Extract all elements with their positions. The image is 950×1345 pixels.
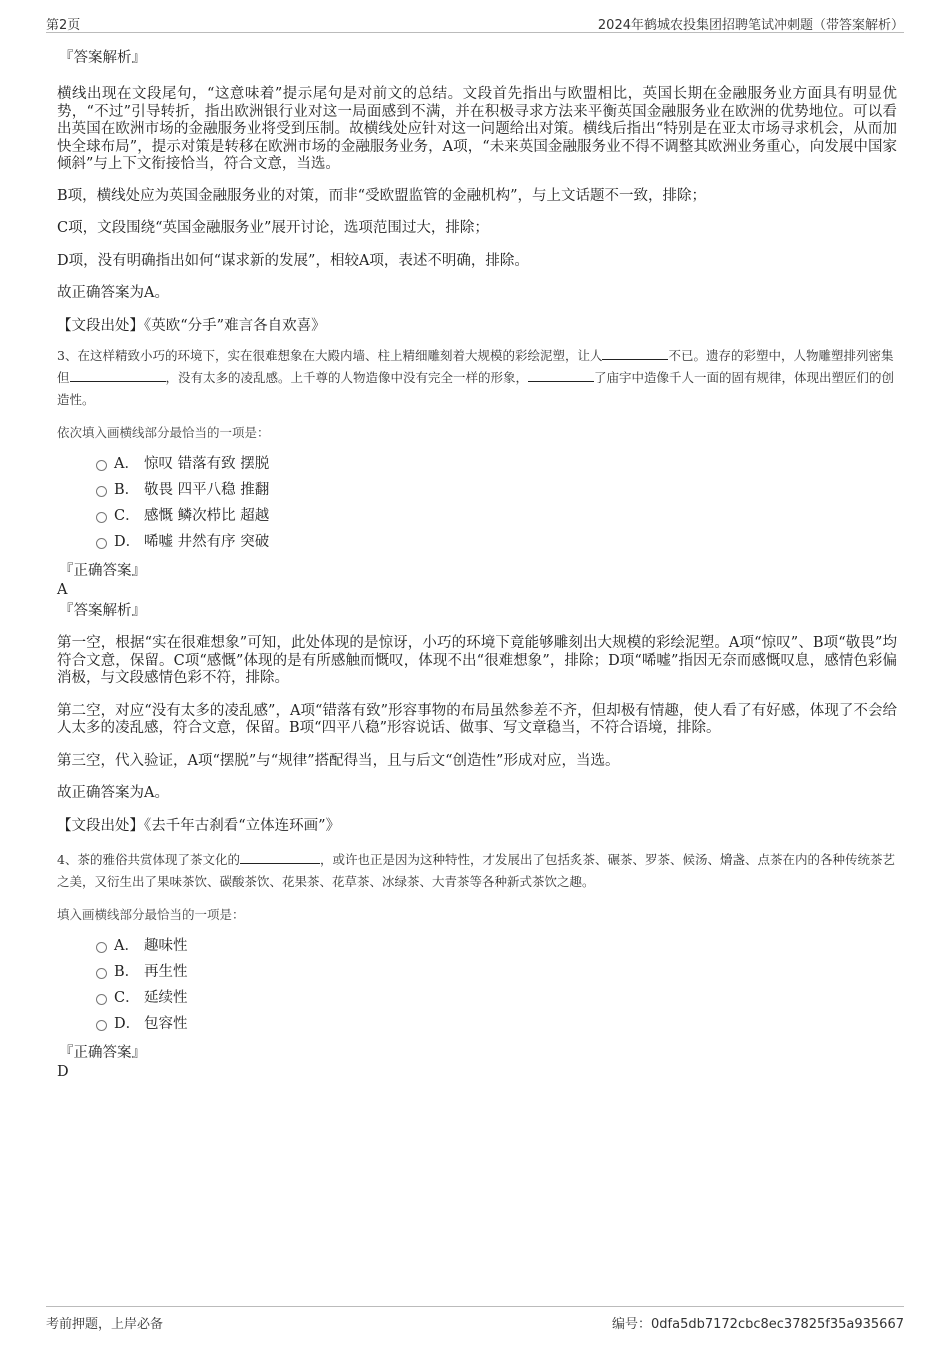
radio-icon[interactable] (96, 486, 107, 497)
fill-blank (602, 345, 668, 360)
footer-slogan: 考前押题，上岸必备 (46, 1317, 164, 1332)
radio-icon[interactable] (96, 538, 107, 549)
page-footer (46, 1306, 904, 1331)
option-c[interactable]: C． 延续性 (96, 985, 897, 1011)
document-title: 2024年鹤城农投集团招聘笔试冲刺题（带答案解析） (597, 18, 904, 33)
page-number: 第2页 (46, 18, 81, 33)
question-4-stem: 4、茶的雅俗共赏体现了茶文化的 ，或许也正是因为这种特性，才发展出了包括炙茶、碾茶、罗茶、候汤、熁盏、点茶在内的各种传统茶艺之美，又衍生出了果味茶饮、碳酸茶饮、花果茶、花草茶、冰绿茶、大青茶等各种新式茶饮之趣。 (57, 849, 897, 893)
analysis-label: 『答案解析』 (59, 50, 146, 66)
correct-answer-label: 『正确答案』 (59, 563, 146, 579)
fill-blank (70, 367, 166, 382)
correct-answer: D (57, 1064, 69, 1080)
options-list (57, 933, 897, 1037)
option-b[interactable]: B． 敬畏 四平八稳 推翻 (96, 477, 897, 503)
radio-icon[interactable] (96, 942, 107, 953)
answer-conclusion: 故正确答案为A。 (57, 285, 169, 301)
radio-icon[interactable] (96, 968, 107, 979)
option-a[interactable]: A． 趣味性 (96, 933, 897, 959)
radio-icon[interactable] (96, 460, 107, 471)
analysis-paragraph: 第三空，代入验证，A项“摆脱”与“规律”搭配得当，且与后文“创造性”形成对应，当选。 (57, 752, 620, 769)
option-d[interactable]: D． 包容性 (96, 1011, 897, 1037)
question-instruction: 依次填入画横线部分最恰当的一项是： (57, 425, 270, 440)
radio-icon[interactable] (96, 1020, 107, 1031)
analysis-paragraph: D项，没有明确指出如何“谋求新的发展”，相较A项，表述不明确，排除。 (57, 252, 529, 269)
question-3-stem: 3、在这样精致小巧的环境下，实在很难想象在大殿内墙、柱上精细雕刻着大规模的彩绘泥塑，让人 不已。遗存的彩塑中，人物雕塑排列密集但 ，没有太多的凌乱感。上千尊的人物造像中没有完全一样的形象， 了庙宇中造像千人一面的固有规律，体现出塑匠们的创造性。 (57, 345, 897, 411)
document-id: 编号：0dfa5db7172cbc8ec37825f35a935667 (612, 1317, 904, 1332)
source-citation: 【文段出处】《去千年古刹看“立体连环画”》 (57, 817, 341, 834)
option-b[interactable]: B． 再生性 (96, 959, 897, 985)
question-instruction: 填入画横线部分最恰当的一项是： (57, 907, 245, 922)
radio-icon[interactable] (96, 512, 107, 523)
fill-blank (240, 849, 320, 864)
option-d[interactable]: D． 唏嘘 井然有序 突破 (96, 529, 897, 555)
option-c[interactable]: C． 感慨 鳞次栉比 超越 (96, 503, 897, 529)
analysis-paragraph: 第一空，根据“实在很难想象”可知，此处体现的是惊讶，小巧的环境下竟能够雕刻出大规模的彩绘泥塑。A项“惊叹”、B项“敬畏”均符合文意，保留。C项“感慨”体现的是有所感触而慨叹，体现不出“很难想象”，排除；D项“唏嘘”指因无奈而感慨叹息，感情色彩偏消极，与文段感情色彩不符，排除。 (57, 635, 897, 686)
source-citation: 【文段出处】《英欧“分手”难言各自欢喜》 (57, 317, 326, 334)
analysis-paragraph: B项，横线处应为英国金融服务业的对策，而非“受欧盟监管的金融机构”，与上文话题不一致，排除； (57, 187, 706, 204)
radio-icon[interactable] (96, 994, 107, 1005)
correct-answer: A (57, 582, 68, 598)
analysis-paragraph: C项，文段围绕“英国金融服务业”展开讨论，选项范围过大，排除； (57, 220, 489, 236)
fill-blank (528, 367, 594, 382)
analysis-paragraph: 第二空，对应“没有太多的凌乱感”，A项“错落有致”形容事物的布局虽然参差不齐，但却极有情趣，使人看了有好感，体现了不会给人太多的凌乱感，符合文意，保留。B项“四平八稳”形容说话、做事、写文章稳当，不符合语境，排除。 (57, 702, 897, 736)
option-a[interactable]: A． 惊叹 错落有致 摆脱 (96, 451, 897, 477)
analysis-label: 『答案解析』 (59, 603, 146, 619)
options-list (57, 451, 897, 555)
correct-answer-label: 『正确答案』 (59, 1045, 146, 1061)
answer-conclusion: 故正确答案为A。 (57, 785, 169, 801)
page-content (57, 46, 897, 1081)
page-header (46, 12, 904, 33)
analysis-paragraph: 横线出现在文段尾句，“这意味着”提示尾句是对前文的总结。文段首先指出与欧盟相比，英国长期在金融服务业方面具有明显优势，“不过”引导转折，指出欧洲银行业对这一局面感到不满，并在积极寻求方法来平衡英国金融服务业在欧洲的优势地位。可以看出英国在欧洲市场的金融服务业将受到压制。故横线处应针对这一问题给出对策。横线后指出“特别是在亚太市场寻求机会，从而加快全球布局”，提示对策是转移在欧洲市场的金融服务业务，A项，“未来英国金融服务业不得不调整其欧洲业务重心，向发展中国家倾斜”与上下文衔接恰当，符合文意，当选。 (57, 86, 897, 172)
